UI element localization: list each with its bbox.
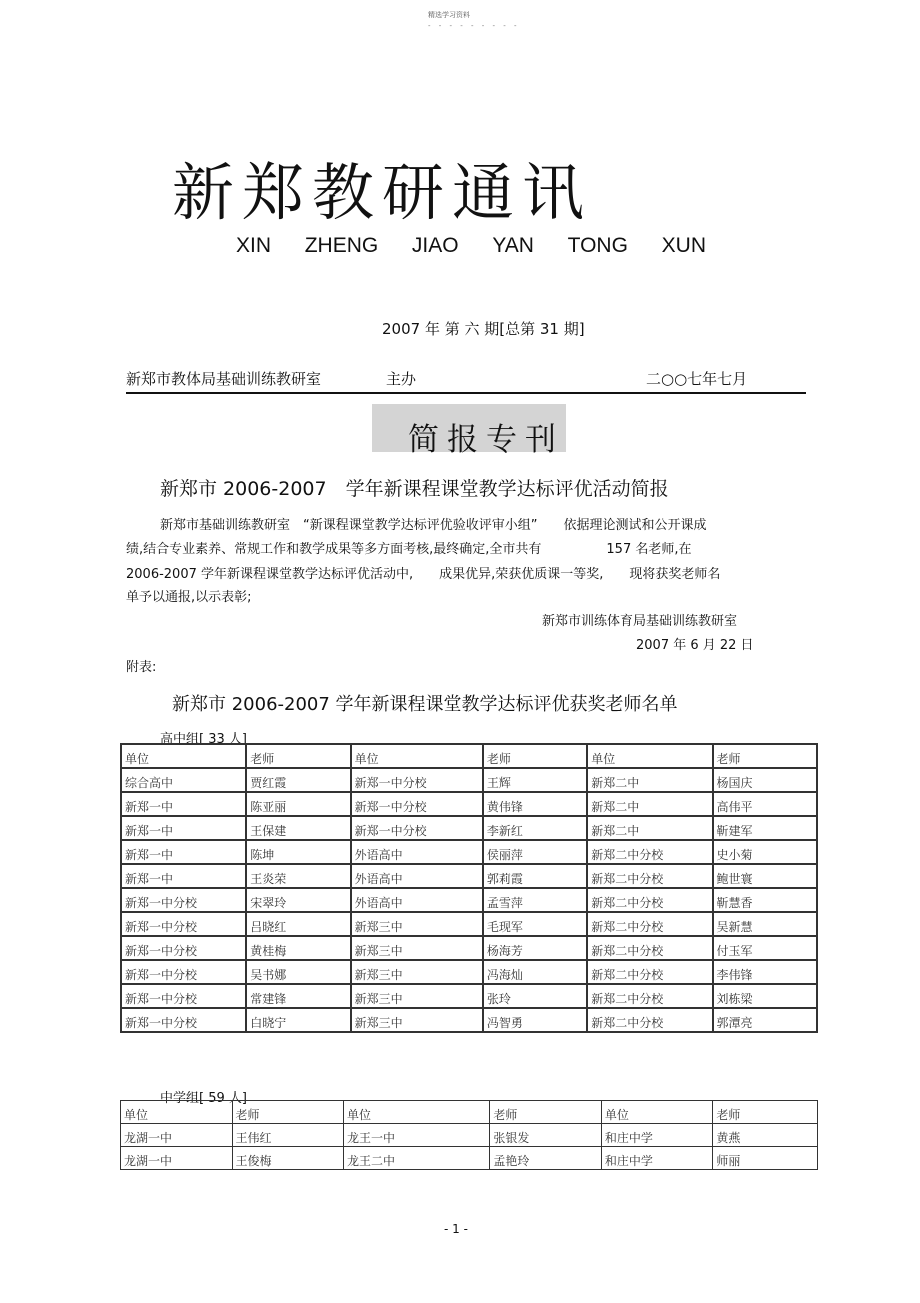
teacher-cell: 黄桂梅 <box>246 936 350 960</box>
publish-date: 二○○七年七月 <box>646 370 748 388</box>
report-title: 新郑市 2006-2007 学年新课程课堂教学达标评优活动简报 <box>160 478 669 500</box>
unit-cell: 和庄中学 <box>601 1124 713 1147</box>
header-cell: 老师 <box>713 1101 818 1124</box>
table-header-row <box>121 1101 818 1124</box>
table-row <box>121 840 817 864</box>
header-cell: 老师 <box>490 1101 602 1124</box>
masthead-pinyin <box>236 234 706 258</box>
sponsor-role: 主办 <box>386 370 417 388</box>
unit-cell: 新郑一中分校 <box>121 984 246 1008</box>
sponsor-line <box>126 368 806 394</box>
unit-cell: 新郑三中 <box>351 960 483 984</box>
list-title: 新郑市 2006-2007 学年新课程课堂教学达标评优获奖老师名单 <box>172 694 678 715</box>
teacher-cell: 冯海灿 <box>483 960 587 984</box>
header-cell: 单位 <box>121 744 246 768</box>
unit-cell: 新郑二中分校 <box>587 888 712 912</box>
paragraph-line: 新郑市基础训练教研室 “新课程课堂教学达标评优验收评审小组” 依据理论测试和公开课成 <box>160 518 707 533</box>
table-row <box>121 960 817 984</box>
teacher-cell: 王伟红 <box>232 1124 344 1147</box>
unit-cell: 新郑一中 <box>121 816 246 840</box>
teacher-cell: 王炎荣 <box>246 864 350 888</box>
unit-cell: 和庄中学 <box>601 1147 713 1170</box>
top-note: 精选学习资料 <box>428 11 470 19</box>
teacher-cell: 靳慧香 <box>713 888 817 912</box>
unit-cell: 新郑二中分校 <box>587 960 712 984</box>
group-label: 高中组[ 33 人] <box>160 732 247 747</box>
top-dashes: - - - - - - - - - <box>428 22 520 30</box>
unit-cell: 新郑三中 <box>351 984 483 1008</box>
unit-cell: 新郑一中分校 <box>121 912 246 936</box>
unit-cell: 新郑一中 <box>121 864 246 888</box>
header-cell: 老师 <box>713 744 817 768</box>
teacher-cell: 孟雪萍 <box>483 888 587 912</box>
teacher-cell: 付玉军 <box>713 936 817 960</box>
header-cell: 老师 <box>483 744 587 768</box>
teacher-cell: 白晓宁 <box>246 1008 350 1032</box>
unit-cell: 新郑二中分校 <box>587 936 712 960</box>
attachment-label: 附表: <box>126 660 157 675</box>
unit-cell: 龙王二中 <box>344 1147 490 1170</box>
unit-cell: 新郑二中分校 <box>587 864 712 888</box>
unit-cell: 新郑二中分校 <box>587 1008 712 1032</box>
teacher-cell: 史小菊 <box>713 840 817 864</box>
header-cell: 老师 <box>232 1101 344 1124</box>
paragraph-line: 单予以通报,以示表彰; <box>126 590 252 605</box>
teacher-cell: 侯丽萍 <box>483 840 587 864</box>
teacher-cell: 陈坤 <box>246 840 350 864</box>
teacher-cell: 宋翠玲 <box>246 888 350 912</box>
page-number: - 1 - <box>444 1222 468 1236</box>
teacher-cell: 杨海芳 <box>483 936 587 960</box>
unit-cell: 新郑二中分校 <box>587 984 712 1008</box>
signature-date: 2007 年 6 月 22 日 <box>636 638 754 653</box>
unit-cell: 新郑一中分校 <box>351 816 483 840</box>
signature-org: 新郑市训练体育局基础训练教研室 <box>542 614 738 629</box>
unit-cell: 外语高中 <box>351 888 483 912</box>
teacher-cell: 郭潭亮 <box>713 1008 817 1032</box>
teacher-cell: 靳建军 <box>713 816 817 840</box>
paragraph-line: 2006-2007 学年新课程课堂教学达标评优活动中, 成果优异,荣获优质课一等奖, 现将获奖老师名 <box>126 567 721 582</box>
teacher-cell: 冯智勇 <box>483 1008 587 1032</box>
table-row <box>121 816 817 840</box>
special-title: 简报专刊 <box>408 422 564 458</box>
teacher-cell: 黄燕 <box>713 1124 818 1147</box>
unit-cell: 新郑一中 <box>121 792 246 816</box>
unit-cell: 龙王一中 <box>344 1124 490 1147</box>
teacher-cell: 李伟锋 <box>713 960 817 984</box>
header-cell: 单位 <box>601 1101 713 1124</box>
table-row <box>121 888 817 912</box>
teacher-cell: 贾红霞 <box>246 768 350 792</box>
header-cell: 单位 <box>344 1101 490 1124</box>
unit-cell: 新郑一中分校 <box>121 1008 246 1032</box>
header-cell: 老师 <box>246 744 350 768</box>
unit-cell: 外语高中 <box>351 864 483 888</box>
unit-cell: 龙湖一中 <box>121 1124 233 1147</box>
masthead-title: 新郑教研通讯 <box>172 156 593 229</box>
table-row <box>121 912 817 936</box>
unit-cell: 新郑三中 <box>351 1008 483 1032</box>
issue-line: 2007 年 第 六 期[总第 31 期] <box>382 320 585 338</box>
unit-cell: 新郑二中分校 <box>587 840 712 864</box>
unit-cell: 新郑一中 <box>121 840 246 864</box>
table-row <box>121 768 817 792</box>
teacher-cell: 吕晓红 <box>246 912 350 936</box>
unit-cell: 综合高中 <box>121 768 246 792</box>
table-row <box>121 864 817 888</box>
unit-cell: 新郑二中 <box>587 816 712 840</box>
teacher-cell: 吴书娜 <box>246 960 350 984</box>
paragraph-line: 绩,结合专业素养、常规工作和教学成果等多方面考核,最终确定,全市共有 157 名老师,在 <box>126 542 692 557</box>
table-row <box>121 936 817 960</box>
teacher-cell: 黄伟锋 <box>483 792 587 816</box>
unit-cell: 新郑一中分校 <box>121 888 246 912</box>
table-row <box>121 984 817 1008</box>
teacher-cell: 王俊梅 <box>232 1147 344 1170</box>
unit-cell: 外语高中 <box>351 840 483 864</box>
teacher-cell: 杨国庆 <box>713 768 817 792</box>
teacher-cell: 师丽 <box>713 1147 818 1170</box>
teacher-cell: 张银发 <box>490 1124 602 1147</box>
pinyin-syllable: XUN <box>661 234 706 257</box>
table-row <box>121 1124 818 1147</box>
teacher-cell: 陈亚丽 <box>246 792 350 816</box>
header-cell: 单位 <box>351 744 483 768</box>
unit-cell: 新郑二中 <box>587 768 712 792</box>
unit-cell: 新郑一中分校 <box>351 768 483 792</box>
teacher-cell: 李新红 <box>483 816 587 840</box>
roster-table-middle-school <box>120 1100 818 1170</box>
unit-cell: 新郑一中分校 <box>351 792 483 816</box>
unit-cell: 新郑三中 <box>351 936 483 960</box>
teacher-cell: 孟艳玲 <box>490 1147 602 1170</box>
unit-cell: 新郑三中 <box>351 912 483 936</box>
table-row <box>121 792 817 816</box>
teacher-cell: 吴新慧 <box>713 912 817 936</box>
header-cell: 单位 <box>587 744 712 768</box>
header-cell: 单位 <box>121 1101 233 1124</box>
group-label: 中学组[ 59 人] <box>160 1091 247 1106</box>
pinyin-syllable: XIN <box>236 234 272 257</box>
table-row <box>121 1008 817 1032</box>
unit-cell: 龙湖一中 <box>121 1147 233 1170</box>
unit-cell: 新郑二中 <box>587 792 712 816</box>
table-row <box>121 1147 818 1170</box>
pinyin-syllable: ZHENG <box>304 234 379 257</box>
teacher-cell: 鲍世寰 <box>713 864 817 888</box>
sponsor-org: 新郑市教体局基础训练教研室 <box>126 370 322 388</box>
teacher-cell: 王保建 <box>246 816 350 840</box>
teacher-cell: 毛现军 <box>483 912 587 936</box>
teacher-cell: 常建锋 <box>246 984 350 1008</box>
teacher-cell: 张玲 <box>483 984 587 1008</box>
unit-cell: 新郑一中分校 <box>121 960 246 984</box>
table-header-row <box>121 744 817 768</box>
teacher-cell: 高伟平 <box>713 792 817 816</box>
pinyin-syllable: JIAO <box>411 234 459 257</box>
pinyin-syllable: YAN <box>492 234 534 257</box>
teacher-cell: 刘栋梁 <box>713 984 817 1008</box>
teacher-cell: 郭莉霞 <box>483 864 587 888</box>
teacher-cell: 王辉 <box>483 768 587 792</box>
unit-cell: 新郑二中分校 <box>587 912 712 936</box>
roster-table-high-school <box>120 743 818 1033</box>
pinyin-syllable: TONG <box>567 234 628 257</box>
unit-cell: 新郑一中分校 <box>121 936 246 960</box>
